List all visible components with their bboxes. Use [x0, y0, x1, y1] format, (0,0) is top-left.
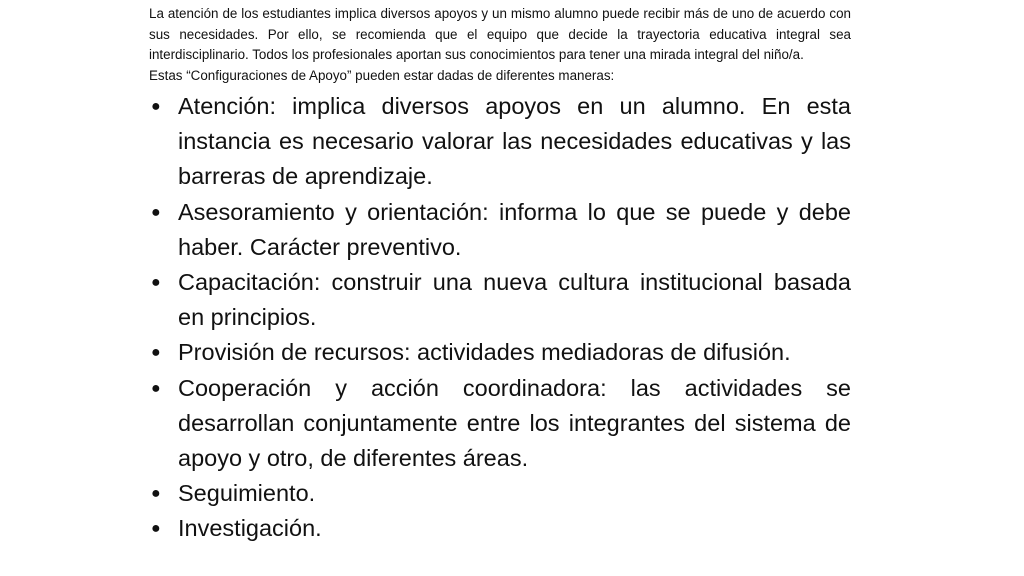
- list-item-text: Asesoramiento y orientación: informa lo que se puede y debe haber. Carácter preventivo.: [178, 198, 851, 260]
- list-item-investigacion: [149, 511, 851, 546]
- bullet-icon: ●: [151, 485, 161, 503]
- bullet-icon: ●: [151, 520, 161, 538]
- bullet-icon: ●: [151, 98, 161, 115]
- list-item-text: Investigación.: [178, 515, 322, 542]
- bullet-icon: ●: [151, 203, 161, 221]
- list-item-text: Cooperación y acción coordinadora: las actividades se desarrollan conjuntamente entre los integrantes del sistema de apoyo y otro, de diferentes áreas.: [178, 374, 851, 472]
- document-page: [149, 4, 851, 547]
- list-item-text: Seguimiento.: [178, 480, 316, 507]
- bullet-icon: ●: [151, 344, 161, 362]
- bullet-icon: ●: [151, 379, 161, 397]
- support-configurations-list: [149, 89, 851, 547]
- list-item-atencion: [149, 89, 851, 195]
- list-item-capacitacion: [149, 265, 851, 335]
- list-item-provision-recursos: [149, 335, 851, 370]
- list-item-text: Provisión de recursos: actividades mediadoras de difusión.: [178, 339, 791, 366]
- list-item-text: Atención: implica diversos apoyos en un alumno. En esta instancia es necesario valorar las necesidades educativas y las barreras de aprendizaje.: [178, 93, 851, 190]
- list-item-asesoramiento: [149, 195, 851, 265]
- intro-paragraph: La atención de los estudiantes implica diversos apoyos y un mismo alumno puede recibir más de uno de acuerdo con sus necesidades. Por ello, se recomienda que el equipo que decide la trayectoria educativa integral sea interdisciplinario. Todos los profesionales aportan sus conocimientos para tener una mirada integral del niño/a.: [149, 6, 851, 62]
- list-item-text: Capacitación: construir una nueva cultura institucional basada en principios.: [178, 269, 851, 331]
- bullet-icon: ●: [151, 274, 161, 292]
- list-item-seguimiento: [149, 476, 851, 511]
- list-item-cooperacion: [149, 371, 851, 477]
- lead-in-sentence: Estas “Configuraciones de Apoyo” pueden estar dadas de diferentes maneras:: [149, 67, 615, 83]
